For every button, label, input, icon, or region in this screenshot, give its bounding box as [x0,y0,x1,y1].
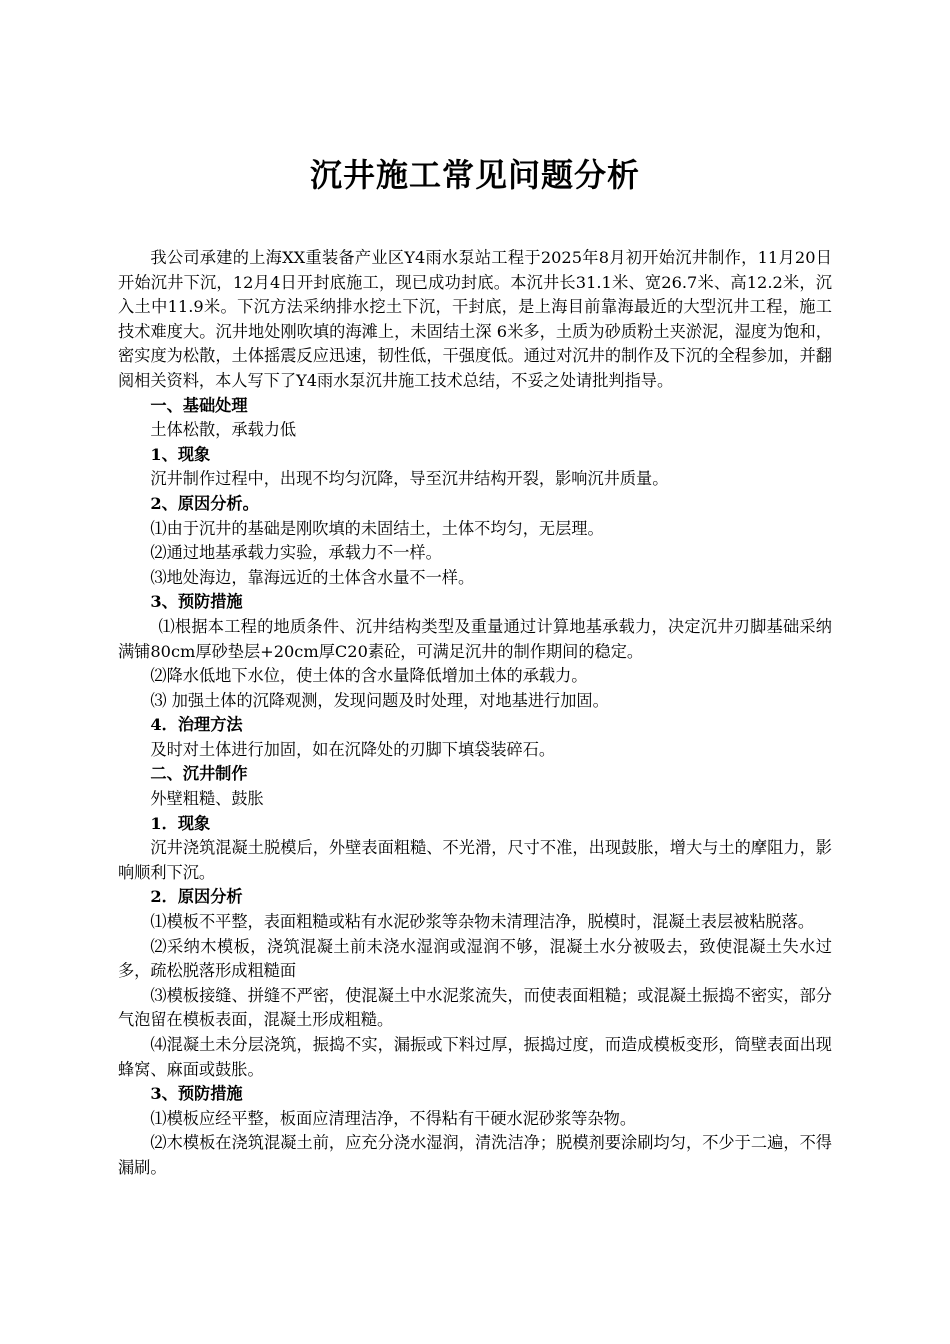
section-heading: 3、预防措施 [150,1084,243,1104]
section-heading: 4．治理方法 [150,715,243,735]
body-paragraph: ⑶地处海边，靠海远近的土体含水量不一样。 [150,567,475,587]
body-paragraph: 沉井浇筑混凝土脱模后，外壁表面粗糙、不光滑，尺寸不准，出现鼓胀，增大与土的摩阻力，影响顺利下沉。 [118,838,832,882]
body-paragraph: 土体松散，承载力低 [150,420,297,440]
body-paragraph: ⑴模板应经平整，板面应清理洁净，不得粘有干硬水泥砂浆等杂物。 [150,1108,637,1128]
section-heading: 1．现象 [150,813,211,833]
body-paragraph: ⑴模板不平整，表面粗糙或粘有水泥砂浆等杂物未清理洁净，脱模时，混凝土表层被粘脱落。 [150,912,815,932]
section-heading: 一、基础处理 [150,395,248,415]
body-paragraph: ⑴根据本工程的地质条件、沉井结构类型及重量通过计算地基承载力，决定沉井刃脚基础采纳满铺80cm厚砂垫层+20cm厚C20素砼，可满足沉井的制作期间的稳定。 [118,616,832,661]
section-heading: 2．原因分析 [150,887,243,907]
section-heading: 二、沉井制作 [150,764,248,784]
body-paragraph: 我公司承建的上海XX重装备产业区Y4雨水泵站工程于2025年8月初开始沉井制作，11月20日开始沉井下沉，12月4日开封底施工，现已成功封底。本沉井长31.1米、宽26.7米、高12.2米，沉入土中11.9米。下沉方法采纳排水挖土下沉，干封底，是上海目前靠海最近的大型沉井工程，施工技术难度大。沉井地处刚吹填的海滩上，未固结土深 6米多，土质为砂质粉土夹淤泥，湿度为饱和，密实度为松散，土体摇震反应迅速，韧性低，干强度低。通过对沉井的制作及下沉的全程参加，并翻阅相关资料，本人写下了Y4雨水泵沉井施工技术总结，不妥之处请批判指导。 [118,248,832,390]
body-paragraph: ⑵降水低地下水位，使土体的含水量降低增加土体的承载力。 [150,666,588,686]
section-heading: 2、原因分析。 [150,493,259,513]
body-paragraph: ⑴由于沉井的基础是刚吹填的未固结土，土体不均匀，无层理。 [150,518,604,538]
body-paragraph: ⑵木模板在浇筑混凝土前，应充分浇水湿润，清洗洁净；脱模剂要涂刷均匀，不少于二遍，不得漏刷。 [118,1133,832,1177]
body-paragraph: ⑶模板接缝、拼缝不严密，使混凝土中水泥浆流失，而使表面粗糙；或混凝土振捣不密实，部分气泡留在模板表面，混凝土形成粗糙。 [118,985,832,1030]
body-paragraph: 及时对土体进行加固，如在沉降处的刃脚下填袋装碎石。 [150,739,556,759]
body-paragraph: ⑵通过地基承载力实验，承载力不一样。 [150,543,442,563]
document-body [118,246,832,1181]
body-paragraph: 沉井制作过程中，出现不均匀沉降，导至沉井结构开裂，影响沉井质量。 [150,469,669,489]
body-paragraph: ⑶ 加强土体的沉降观测，发现问题及时处理，对地基进行加固。 [150,690,609,710]
section-heading: 1、现象 [150,444,211,464]
body-paragraph: 外壁粗糙、鼓胀 [150,789,264,809]
body-paragraph: ⑷混凝土未分层浇筑，振捣不实，漏振或下料过厚，振捣过度，而造成模板变形，筒壁表面出现蜂窝、麻面或鼓胀。 [118,1035,832,1079]
document-title: 沉井施工常见问题分析 [309,156,640,194]
section-heading: 3、预防措施 [150,592,243,612]
body-paragraph: ⑵采纳木模板，浇筑混凝土前未浇水湿润或湿润不够，混凝土水分被吸去，致使混凝土失水过多，疏松脱落形成粗糙面 [118,936,832,981]
